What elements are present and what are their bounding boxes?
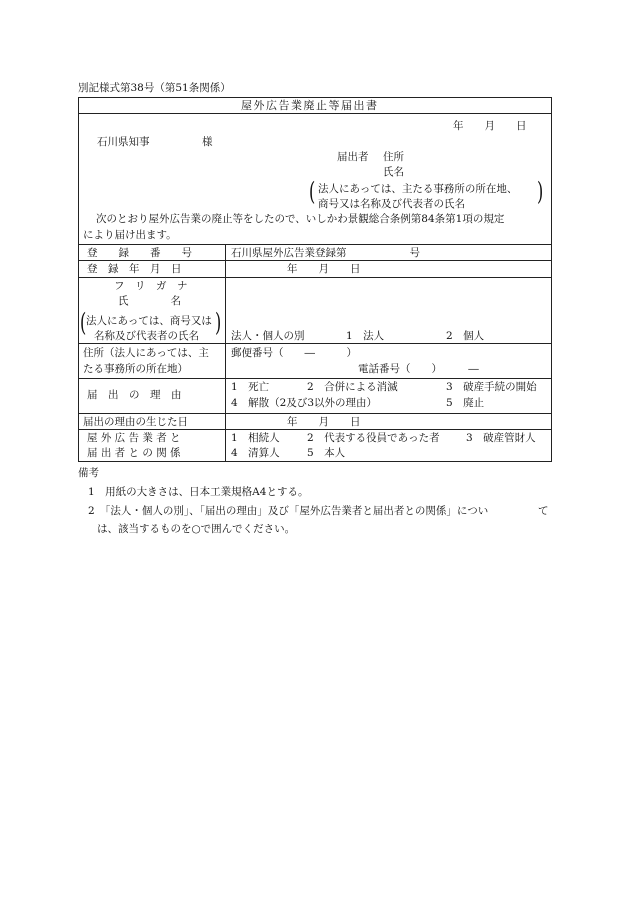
divider: [78, 260, 552, 261]
form-number: 別記様式第38号（第51条関係）: [78, 82, 231, 94]
form-title: 屋外広告業廃止等届出書: [241, 99, 379, 112]
notifier-note-line2: 商号又は名称及び代表者の氏名: [318, 198, 465, 210]
reg-date-label: 登 録 年 月 日: [87, 263, 182, 275]
reason-label: 届 出 の 理 由: [87, 389, 182, 401]
notifier-name-label: 氏名: [383, 166, 404, 178]
relation-label-line2: 届 出 者 と の 関 係: [87, 447, 181, 459]
remarks-title: 備考: [78, 467, 99, 479]
divider: [78, 277, 552, 278]
corp-type-option-1: 1 法人: [346, 330, 385, 342]
remarks-note-2-line1-tail: て: [538, 505, 549, 517]
right-bracket: ): [215, 306, 222, 338]
reason-option-5: 5 廃止: [446, 397, 485, 409]
address-label-line1: 住所（法人にあっては、主: [83, 347, 209, 359]
divider: [78, 378, 552, 379]
body-text-line1: 次のとおり屋外広告業の廃止等をしたので、いしかわ景観総合条例第84条第1項の規定: [96, 213, 505, 225]
relation-option-1: 1 相続人: [231, 432, 280, 444]
notifier-address-label: 住所: [383, 151, 404, 163]
relation-option-2: 2 代表する役員であった者: [307, 432, 440, 444]
reason-option-1: 1 死亡: [231, 381, 270, 393]
left-bracket: (: [80, 306, 87, 338]
reason-date-value: 年 月 日: [287, 416, 361, 428]
addressee: 石川県知事 様: [97, 136, 213, 148]
divider: [78, 244, 552, 245]
divider: [78, 429, 552, 430]
reg-no-label: 登 録 番 号: [87, 247, 192, 259]
notifier-note-line1: 法人にあっては、主たる事務所の所在地、: [318, 183, 518, 195]
reg-no-value: 石川県屋外広告業登録第 号: [231, 247, 420, 259]
relation-option-5: 5 本人: [307, 447, 346, 459]
name-note-line2: 名称及び代表者の氏名: [94, 330, 199, 342]
relation-option-3: 3 破産管財人: [466, 432, 536, 444]
corp-type-label: 法人・個人の別: [231, 330, 305, 342]
date-line: 年 月 日: [453, 120, 527, 132]
reason-option-4: 4 解散（2及び3以外の理由）: [231, 397, 378, 409]
name-label: 氏 名: [118, 295, 181, 307]
right-bracket: ): [537, 175, 544, 207]
relation-label-line1: 屋 外 広 告 業 者 と: [87, 432, 181, 444]
reg-date-value: 年 月 日: [287, 263, 361, 275]
postal-code: 郵便番号（ ― ）: [231, 347, 357, 359]
reason-option-3: 3 破産手続の開始: [446, 381, 537, 393]
divider: [78, 113, 552, 114]
furigana-label: フ リ ガ ナ: [114, 280, 188, 292]
remarks-note-2-line1: 2 「法人・個人の別」、「届出の理由」及び「屋外広告業者と届出者との関係」につい: [88, 505, 489, 517]
phone-number: 電話番号（ ） ―: [358, 363, 479, 375]
reason-date-label: 届出の理由の生じた日: [83, 416, 188, 428]
divider: [78, 413, 552, 414]
remarks-note-1: 1 用紙の大きさは、日本工業規格A4とする。: [88, 486, 309, 498]
notifier-label: 届出者: [337, 151, 369, 163]
divider: [78, 343, 552, 344]
name-note-line1: 法人にあっては、商号又は: [86, 315, 212, 327]
reason-option-2: 2 合併による消滅: [307, 381, 398, 393]
remarks-note-2-line2: は、該当するものを○で囲んでください。: [97, 523, 296, 535]
address-label-line2: たる事務所の所在地）: [83, 363, 188, 375]
column-divider: [225, 244, 226, 462]
corp-type-option-2: 2 個人: [446, 330, 485, 342]
body-text-line2: により届け出ます。: [83, 229, 177, 241]
relation-option-4: 4 清算人: [231, 447, 280, 459]
left-bracket: (: [309, 175, 316, 207]
